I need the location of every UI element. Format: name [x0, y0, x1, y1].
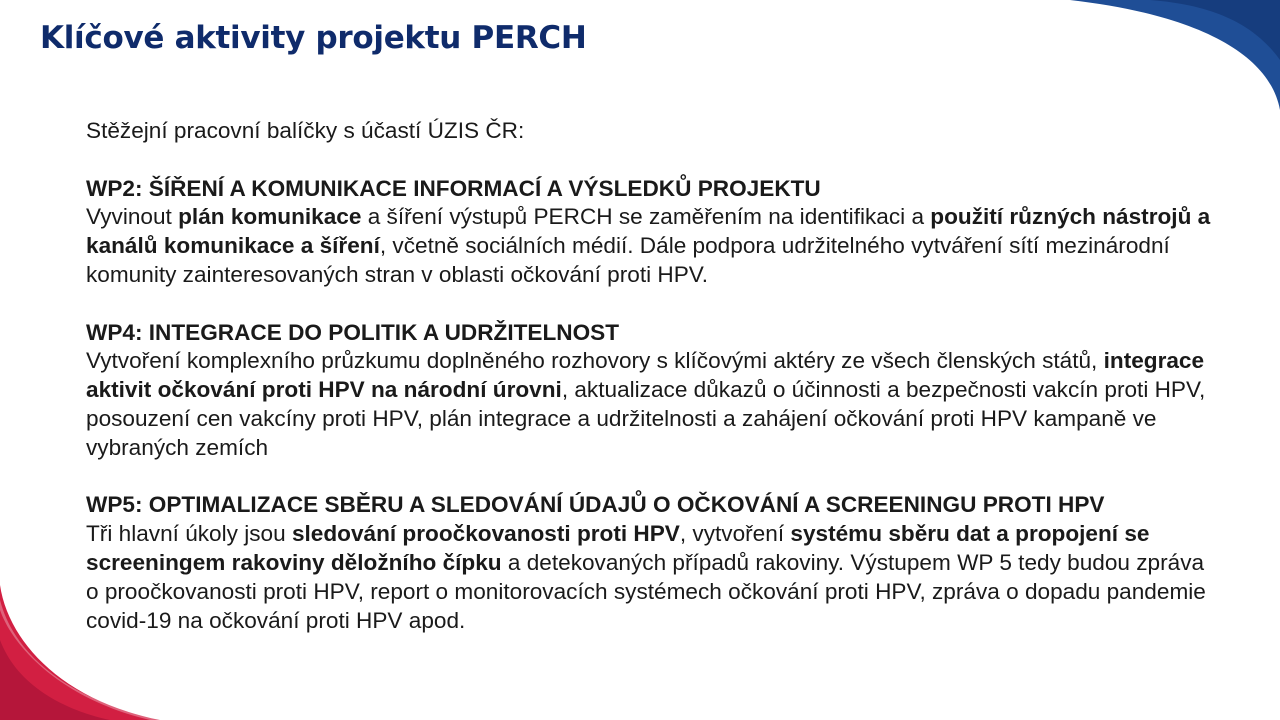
slide-title: Klíčové aktivity projektu PERCH: [40, 20, 587, 56]
intro-text: Stěžejní pracovní balíčky s účastí ÚZIS ČR:: [86, 118, 525, 143]
section-heading: WP2: ŠÍŘENÍ A KOMUNIKACE INFORMACÍ A VÝSLEDKŮ PROJEKTU: [86, 175, 821, 201]
section-wp2: [86, 175, 1216, 290]
slide-content: [86, 117, 1216, 635]
section-body: Vyvinout plán komunikace a šíření výstupů PERCH se zaměřením na identifikaci a použití různých nástrojů a kanálů komunikace a šíření, včetně sociálních médií. Dále podpora udržitelného vytváření sítí mezinárodní komunity zainteresovaných stran v oblasti očkování proti HPV.: [86, 204, 1211, 287]
section-body: Vytvoření komplexního průzkumu doplněného rozhovory s klíčovými aktéry ze všech členských států, integrace aktivit očkování proti HPV na národní úrovni, aktualizace důkazů o účinnosti a bezpečnosti vakcín proti HPV, posouzení cen vakcíny proti HPV, plán integrace a udržitelnosti a zahájení očkování proti HPV kampaně ve vybraných zemích: [86, 348, 1206, 460]
section-heading: WP4: INTEGRACE DO POLITIK A UDRŽITELNOST: [86, 319, 620, 345]
section-wp5: [86, 491, 1216, 635]
section-heading: WP5: OPTIMALIZACE SBĚRU A SLEDOVÁNÍ ÚDAJŮ O OČKOVÁNÍ A SCREENINGU PROTI HPV: [86, 492, 1105, 518]
section-wp4: [86, 319, 1216, 463]
section-body: Tři hlavní úkoly jsou sledování proočkovanosti proti HPV, vytvoření systému sběru dat a propojení se screeningem rakoviny děložního čípku a detekovaných případů rakoviny. Výstupem WP 5 tedy budou zpráva o proočkovanosti proti HPV, report o monitorovacích systémech očkování proti HPV, zpráva o dopadu pandemie covid-19 na očkování proti HPV apod.: [86, 521, 1206, 633]
